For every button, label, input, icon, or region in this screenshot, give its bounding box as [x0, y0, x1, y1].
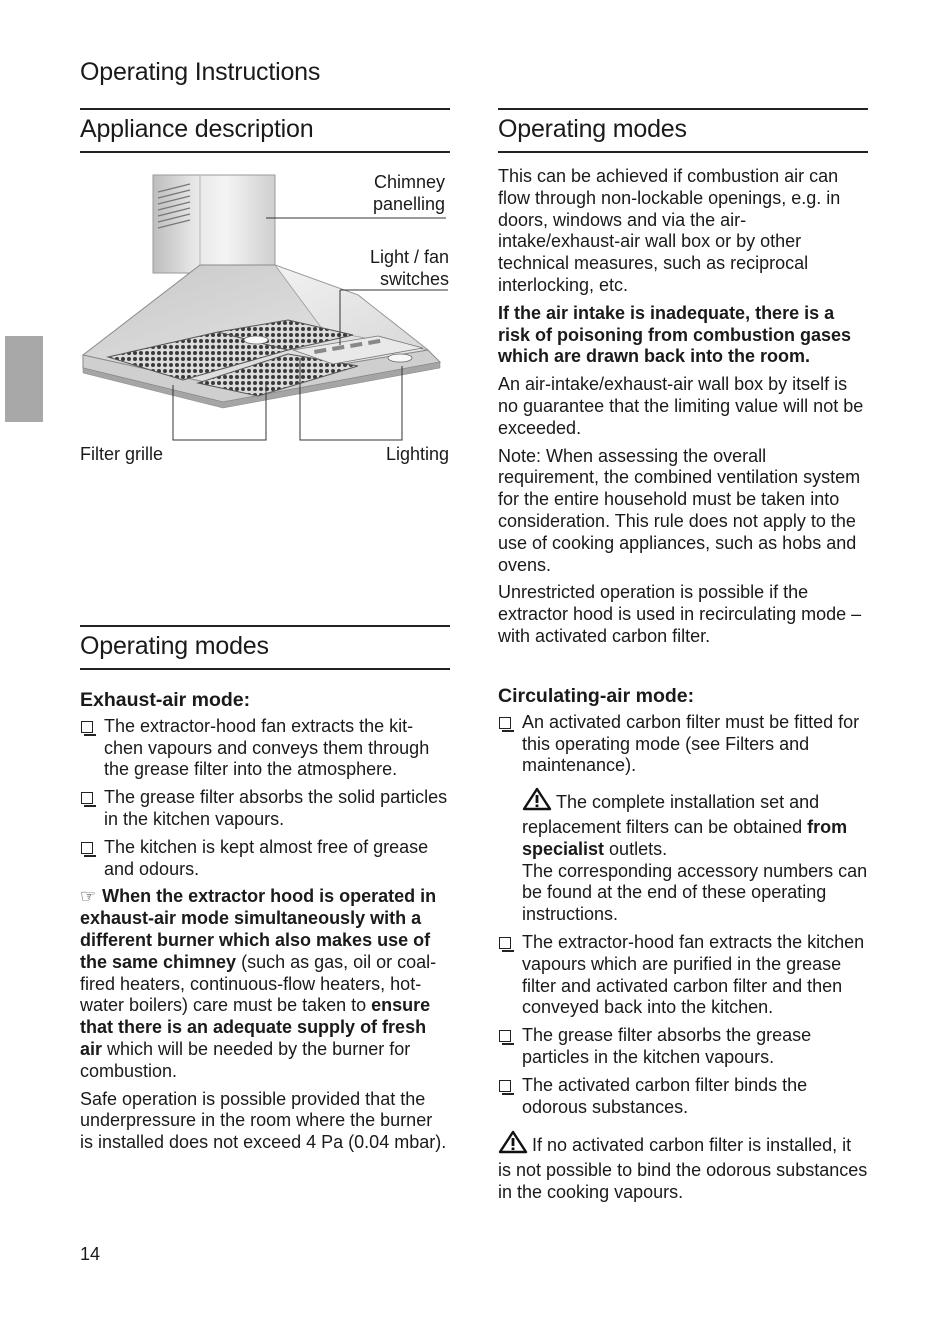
rule-top-right	[498, 108, 868, 110]
pointing-hand-icon: ☞	[80, 886, 97, 907]
bullet-text: The extractor-hood fan extracts the kit-chen vapours and conveys them through the grease filter into the atmosphere.	[104, 715, 430, 780]
list-item	[498, 932, 868, 1019]
rule-modes-left-bottom	[80, 668, 450, 670]
exhaust-mode-title: Exhaust-air mode:	[80, 689, 251, 711]
install-text-3: The corresponding accessory numbers can be found at the end of these operating instructions.	[522, 860, 868, 925]
checkbox-bullet-icon	[81, 842, 93, 854]
bullet-text: The grease filter absorbs the solid particles in the kitchen vapours.	[104, 787, 448, 829]
checkbox-bullet-icon	[81, 792, 93, 804]
install-text-2: outlets.	[604, 838, 668, 859]
poison-warning-bold: If the air intake is inadequate, there is a risk of poisoning from combustion gases which are drawn back into the room.	[498, 302, 852, 367]
modes-left-title: Operating modes	[80, 632, 269, 660]
modes-right-column	[498, 166, 868, 654]
list-item	[80, 787, 450, 831]
wallbox-text: An air-intake/exhaust-air wall box by itself is no guarantee that the limiting value will not be exceeded.	[498, 374, 864, 438]
modes-left-column	[80, 690, 450, 1160]
warning-bold-1: When the extractor hood is operated in exhaust-air mode simultaneously with a different burner which also makes use of the same chimney	[80, 886, 437, 972]
unrestricted-text: Unrestricted operation is possible if the extractor hood is used in recirculating mode – with activated carbon filter.	[498, 582, 862, 646]
bullet-text: The activated carbon filter binds the odorous substances.	[522, 1074, 808, 1117]
rule-modes-right-bottom	[498, 151, 868, 153]
warning-text-2: which will be needed by the burner for combustion.	[80, 1038, 411, 1081]
rule-modes-left-top	[80, 625, 450, 627]
list-item	[498, 712, 868, 777]
chimney-panelling	[153, 175, 275, 273]
label-switches	[345, 247, 449, 291]
chimney-warning	[80, 886, 450, 1082]
checkbox-bullet-icon	[499, 937, 511, 949]
modes-right-title: Operating modes	[498, 115, 687, 143]
warning-triangle-icon	[498, 1130, 528, 1160]
page-header: Operating Instructions	[80, 58, 321, 86]
install-text-1: The complete installation set and replacement filters can be obtained	[522, 792, 820, 837]
checkbox-bullet-icon	[499, 1030, 511, 1042]
poison-warning	[498, 303, 868, 368]
list-item	[498, 1075, 868, 1119]
section-tab-marker	[5, 336, 43, 422]
page-number: 14	[80, 1244, 101, 1264]
note-text: Note: When assessing the overall requirement, the combined ventilation system for the entire household must be taken into consideration. This rule does not apply to the use of cooking appliances, such as hobs and ovens.	[498, 445, 861, 575]
label-filter-grille: Filter grille	[80, 444, 164, 464]
label-chimney-line1: Chimney	[373, 172, 445, 192]
bullet-text: The extractor-hood fan extracts the kitchen vapours which are purified in the grease filter and activated carbon filter and then conveyed back into the kitchen.	[522, 931, 865, 1018]
list-item	[80, 837, 450, 881]
bullet-text: An activated carbon filter must be fitted for this operating mode (see Filters and maintenance).	[522, 711, 860, 776]
final-warning-text: If no activated carbon filter is installed, it is not possible to bind the odorous substances in the cooking vapours.	[498, 1135, 868, 1202]
label-lighting: Lighting	[385, 444, 449, 464]
bullet-text: The kitchen is kept almost free of grease and odours.	[104, 836, 429, 879]
label-chimney	[370, 172, 445, 216]
warning-triangle-icon	[522, 787, 552, 817]
label-switches-line2: switches	[379, 268, 449, 289]
carbon-filter-warning	[498, 1130, 868, 1203]
circulating-column	[498, 686, 868, 1210]
checkbox-bullet-icon	[499, 717, 511, 729]
circulating-mode-title: Circulating-air mode:	[498, 685, 695, 707]
circulating-bullet-list	[498, 712, 868, 777]
lighting-lamp	[244, 336, 268, 344]
safe-operation-text: Safe operation is possible provided that the underpressure in the room where the burner is installed does not exceed 4 Pa (0.04 mbar).	[80, 1088, 447, 1153]
warning-bold-2: ensure that there is an adequate supply of fresh air	[80, 995, 431, 1059]
rule-top-left	[80, 108, 450, 110]
circulating-bullet-list-2	[498, 932, 868, 1118]
exhaust-bullet-list	[80, 716, 450, 881]
label-switches-line1: Light / fan	[369, 247, 449, 267]
intro-text: This can be achieved if combustion air can flow through non-lockable openings, e.g. in doors, windows and via the air-intake/exhaust-air wall box or by other technical measures, such as reciprocal interlocking, etc.	[498, 166, 841, 295]
warning-text-1: (such as gas, oil or coal-fired heaters, continuous-flow heaters, hot-water boilers) care must be taken to	[80, 951, 437, 1016]
checkbox-bullet-icon	[81, 721, 93, 733]
checkbox-bullet-icon	[499, 1080, 511, 1092]
rule-appliance-bottom	[80, 151, 450, 153]
list-item	[498, 1025, 868, 1069]
label-chimney-line2: panelling	[372, 193, 445, 214]
appliance-title: Appliance description	[80, 115, 314, 143]
installation-set-note	[498, 787, 868, 926]
list-item	[80, 716, 450, 781]
bullet-text: The grease filter absorbs the grease particles in the kitchen vapours.	[522, 1025, 812, 1067]
install-bold: from specialist	[522, 816, 848, 859]
